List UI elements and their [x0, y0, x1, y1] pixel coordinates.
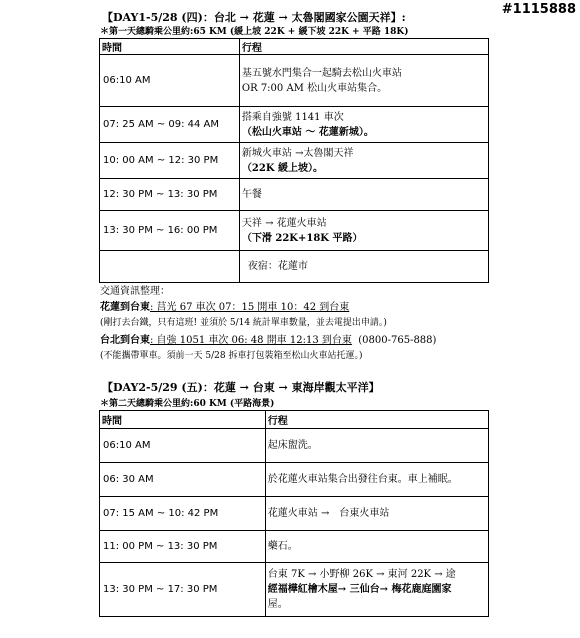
route-label: 台北到台東: [100, 335, 150, 346]
row-time: 07: 15 AM ~ 10: 42 PM: [100, 497, 266, 531]
plan-line: 台東 7K → 小野柳 26K → 東河 22K → 途: [267, 569, 456, 580]
table-row: [100, 179, 489, 211]
plan-line: 基五號水門集合一起騎去松山火車站: [241, 67, 402, 79]
transport-line-taipei-taitung: [100, 331, 436, 346]
plan-line: 搭乘自強號 1141 車次: [241, 111, 344, 123]
plan-line-bold: （下滑 22K+18K 平路）: [241, 232, 363, 244]
day1-schedule-table: [99, 38, 489, 283]
row-time: [100, 251, 240, 283]
document-id: #1115888: [501, 2, 576, 17]
day1-title: 【DAY1-5/28 (四)：台北 → 花蓮 → 太魯閣國家公園天祥】:: [102, 11, 406, 24]
transport-title: 交通資訊整理：: [100, 286, 170, 297]
plan-line: 夜宿：花蓮市: [247, 261, 308, 272]
row-time: 10: 00 AM ~ 12: 30 PM: [100, 143, 240, 179]
row-plan: [239, 143, 488, 179]
row-plan: [265, 429, 488, 463]
header-time: 時間: [100, 411, 266, 429]
table-row: [100, 497, 489, 531]
plan-line: 花蓮火車站 → 台東火車站: [267, 508, 390, 519]
table-row: [100, 463, 489, 497]
row-plan: [239, 251, 488, 283]
row-time: 11: 00 PM ~ 13: 30 PM: [100, 531, 266, 563]
row-plan: [239, 211, 488, 251]
table-header-row: [100, 39, 489, 55]
plan-line: OR 7:00 AM 松山火車站集合。: [241, 82, 388, 94]
row-plan: [239, 179, 488, 211]
phone-number: (0800-765-888): [358, 335, 437, 346]
row-time: 13: 30 PM ~ 16: 00 PM: [100, 211, 240, 251]
table-row: [100, 211, 489, 251]
table-row: [100, 429, 489, 463]
table-row: [100, 55, 489, 107]
table-row: [100, 107, 489, 143]
day1-subtitle: ＊第一天總騎乘公里約:65 KM (緩上坡 22K + 緩下坡 22K + 平路 18K): [100, 27, 409, 37]
plan-line: 藥石。: [267, 541, 298, 552]
day2-title: 【DAY2-5/29 (五)：花蓮 → 台東 → 東海岸觀太平洋】: [102, 381, 380, 394]
header-time: 時間: [100, 39, 240, 55]
transport-note-2: (不能攜帶單車。須前一天 5/28 拆車打包裝箱至松山火車站托運。): [100, 351, 363, 361]
header-plan: 行程: [265, 411, 488, 429]
row-plan: [239, 107, 488, 143]
plan-line: 午餐: [241, 189, 262, 200]
row-time: 13: 30 PM ~ 17: 30 PM: [100, 563, 266, 617]
transport-note-1: (剛打去台鐵，只有這班! 並須於 5/14 統計單車數量，並去電提出申請。): [100, 318, 387, 328]
route-detail: : 莒光 67 車次 07：15 開車 10：42 到台東: [150, 302, 350, 313]
row-time: 06:10 AM: [100, 429, 266, 463]
plan-line: 屋。: [267, 599, 288, 610]
row-plan: [239, 55, 488, 107]
table-header-row: [100, 411, 489, 429]
day2-schedule-table: [99, 410, 489, 617]
plan-line: 天祥 → 花蓮火車站: [241, 217, 327, 229]
table-row: [100, 563, 489, 617]
plan-line: 經福樺紅檜木屋→ 三仙台→ 梅花鹿庭園家: [267, 584, 452, 595]
header-plan: 行程: [239, 39, 488, 55]
row-time: 07: 25 AM ~ 09: 44 AM: [100, 107, 240, 143]
table-row: [100, 251, 489, 283]
row-plan: [265, 563, 488, 617]
transport-line-hualien-taitung: [100, 298, 349, 313]
route-detail: : 自強 1051 車次 06: 48 開車 12:13 到台東: [150, 335, 352, 346]
row-time: 06:10 AM: [100, 55, 240, 107]
row-time: 12: 30 PM ~ 13: 30 PM: [100, 179, 240, 211]
table-row: [100, 531, 489, 563]
plan-line: 新城火車站 →太魯閣天祥: [241, 147, 354, 159]
row-plan: [265, 463, 488, 497]
row-plan: [265, 531, 488, 563]
row-time: 06: 30 AM: [100, 463, 266, 497]
plan-line: 於花蓮火車站集合出發往台東。車上補眠。: [267, 474, 458, 485]
day2-subtitle: ＊第二天總騎乘公里約:60 KM (平路海景): [100, 399, 275, 409]
plan-line: 起床盥洗。: [267, 440, 318, 451]
plan-line-bold: （松山火車站 ～ 花蓮新城）。: [241, 126, 374, 138]
route-label: 花蓮到台東: [100, 302, 150, 313]
table-row: [100, 143, 489, 179]
plan-line-bold: （22K 緩上坡）。: [241, 162, 323, 174]
row-plan: [265, 497, 488, 531]
